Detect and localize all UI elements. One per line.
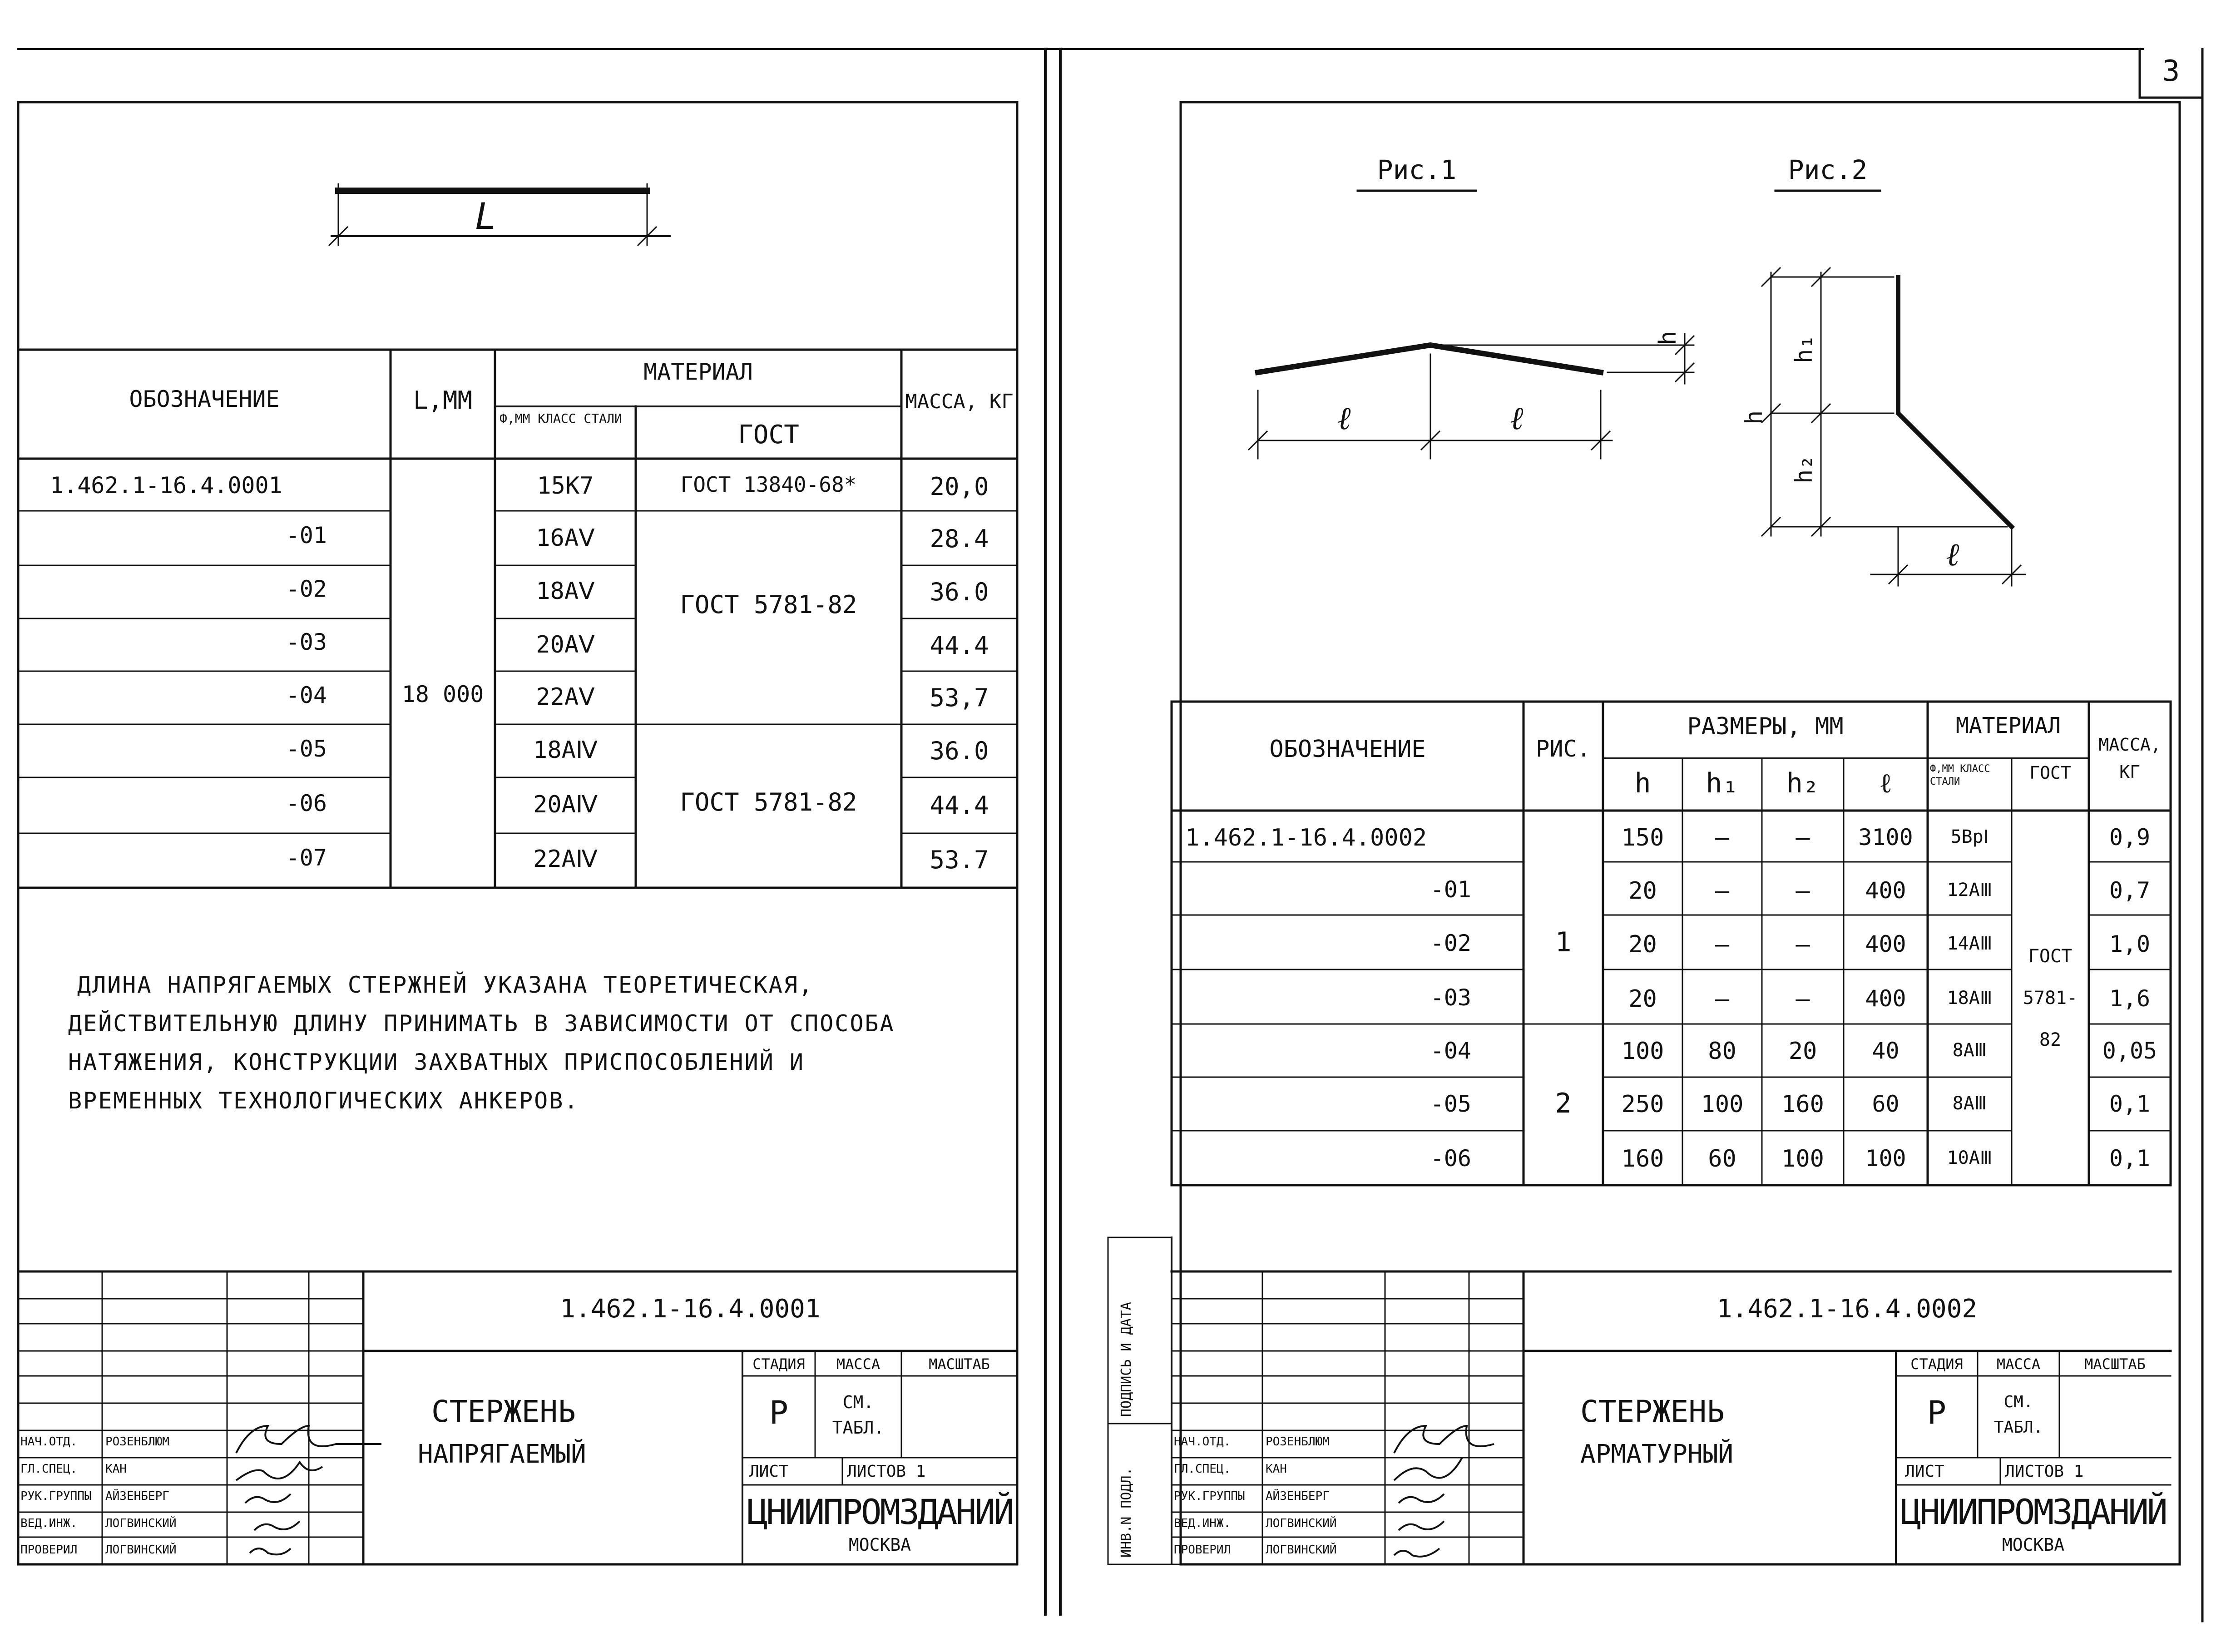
row-h1: –	[1715, 931, 1730, 958]
row-h2: –	[1796, 824, 1810, 851]
row-designation: -05	[286, 736, 327, 762]
row-steel: 16АⅤ	[536, 524, 595, 552]
row-designation: -06	[286, 790, 327, 816]
fig1-h-label: h	[1654, 331, 1682, 345]
header-diameter-class: Ф,ММ КЛАСС СТАЛИ	[500, 411, 622, 426]
row-h1: 100	[1701, 1091, 1744, 1118]
stamp-person-role: ВЕД.ИНЖ.	[20, 1517, 78, 1530]
row-h1: 60	[1708, 1145, 1736, 1172]
row-h1: –	[1715, 877, 1730, 905]
side-label-inventory-number: ИНВ.N ПОДЛ.	[1118, 1467, 1134, 1558]
row-mass: 0,9	[2109, 824, 2151, 851]
stamp-person-role: РУК.ГРУППЫ	[1174, 1489, 1245, 1503]
stamp-scale-label: МАСШТАБ	[929, 1355, 990, 1373]
stamp-person-name: РОЗЕНБЛЮМ	[1266, 1435, 1330, 1449]
header-length: L,ММ	[413, 386, 473, 415]
header-mass: МАССА, КГ	[905, 390, 1014, 413]
row-mass: 28.4	[930, 524, 989, 553]
row-h1: –	[1715, 824, 1730, 851]
row-steel: 18АⅢ	[1947, 988, 1993, 1009]
stamp-person-name: АЙЗЕНБЕРГ	[105, 1489, 169, 1503]
stamp-person-role: ГЛ.СПЕЦ.	[20, 1462, 78, 1476]
note-line: ВРЕМЕННЫХ ТЕХНОЛОГИЧЕСКИХ АНКЕРОВ.	[68, 1088, 579, 1114]
stamp-city: МОСКВА	[848, 1535, 911, 1555]
header-diameter-class: Ф,ММ КЛАСС СТАЛИ	[1930, 763, 1990, 787]
stamp-person-name: АЙЗЕНБЕРГ	[1266, 1489, 1330, 1503]
row-h: 250	[1621, 1091, 1664, 1118]
header-h2: h₂	[1786, 767, 1820, 799]
header-designation: ОБОЗНАЧЕНИЕ	[129, 386, 280, 412]
fig1-l-left: ℓ	[1337, 400, 1351, 437]
gost-value: ГОСТ 5781-82	[2023, 946, 2078, 1050]
stamp-title-line2: НАПРЯГАЕМЫЙ	[418, 1439, 586, 1469]
row-mass: 53,7	[930, 683, 989, 712]
row-designation: -02	[286, 576, 327, 602]
fig2-dim-labels	[1654, 331, 1818, 484]
stamp-org: ЦНИИПРОМЗДАНИЙ	[1900, 1492, 2166, 1532]
stamp-title-line2: АРМАТУРНЫЙ	[1580, 1439, 1734, 1469]
stamp-city: МОСКВА	[2002, 1535, 2065, 1555]
sheet-number: 3	[2162, 54, 2180, 88]
stamp-title-line1: СТЕРЖЕНЬ	[1580, 1394, 1725, 1429]
header-designation: ОБОЗНАЧЕНИЕ	[1269, 736, 1426, 763]
row-mass: 44.4	[930, 631, 989, 660]
row-steel: 12АⅢ	[1947, 880, 1993, 900]
row-mass: 0,1	[2109, 1145, 2151, 1172]
stamp-sheets-label: ЛИСТОВ 1	[2005, 1462, 2084, 1481]
row-designation: -04	[286, 682, 327, 708]
row-h1: –	[1715, 985, 1730, 1013]
stamp-person-name: ЛОГВИНСКИЙ	[105, 1543, 177, 1557]
row-steel: 8АⅢ	[1952, 1040, 1987, 1061]
row-steel: 22АⅤ	[536, 683, 595, 711]
row-mass: 0,05	[2102, 1038, 2157, 1064]
figure-2-label: Рис.2	[1788, 154, 1868, 185]
row-designation: -01	[286, 522, 327, 549]
header-material: МАТЕРИАЛ	[1955, 713, 2061, 738]
note-line: ДЕЙСТВИТЕЛЬНУЮ ДЛИНУ ПРИНИМАТЬ В ЗАВИСИМОСТИ ОТ СПОСОБА	[68, 1010, 895, 1037]
row-l: 60	[1872, 1091, 1899, 1117]
row-designation: -07	[286, 845, 327, 871]
row-mass: 1,0	[2109, 931, 2151, 957]
length-dimension-label: L	[475, 195, 497, 237]
header-sizes: РАЗМЕРЫ, ММ	[1687, 713, 1844, 740]
stamp-stage-label: СТАДИЯ	[752, 1355, 805, 1373]
fig2-h2-label: h₂	[1791, 455, 1818, 484]
stamp-sheets-label: ЛИСТОВ 1	[847, 1462, 926, 1481]
stamp-person-name: ЛОГВИНСКИЙ	[1266, 1543, 1337, 1557]
row-steel: 15К7	[537, 472, 594, 500]
row-steel: 18АⅤ	[536, 578, 595, 605]
row-h1: 80	[1708, 1038, 1736, 1065]
stamp-person-role: ПРОВЕРИЛ	[20, 1543, 78, 1557]
row-l: 400	[1865, 877, 1906, 904]
stamp-person-name: ЛОГВИНСКИЙ	[1266, 1517, 1337, 1530]
note-line: НАТЯЖЕНИЯ, КОНСТРУКЦИИ ЗАХВАТНЫХ ПРИСПОСОБЛЕНИЙ И	[68, 1049, 805, 1075]
note-line: ДЛИНА НАПРЯГАЕМЫХ СТЕРЖНЕЙ УКАЗАНА ТЕОРЕТИЧЕСКАЯ,	[77, 972, 814, 998]
side-label-signature-date: ПОДПИСЬ И ДАТА	[1118, 1302, 1134, 1417]
fig-group: 2	[1555, 1088, 1572, 1119]
gost-group: ГОСТ 5781-82	[680, 788, 857, 816]
stamp-stage-value: Р	[1927, 1394, 1947, 1431]
row-mass: 44.4	[930, 791, 989, 820]
stamp-person-role: НАЧ.ОТД.	[1174, 1435, 1231, 1449]
row-h2: –	[1796, 877, 1810, 905]
row-steel: 20АⅣ	[533, 791, 598, 818]
stamp-stage-label: СТАДИЯ	[1910, 1355, 1963, 1373]
stamp-person-name: ЛОГВИНСКИЙ	[105, 1517, 177, 1530]
row-l: 40	[1872, 1038, 1899, 1064]
row-mass: 0,1	[2109, 1091, 2151, 1117]
header-h1: h₁	[1706, 767, 1739, 799]
stamp-person-role: РУК.ГРУППЫ	[20, 1489, 92, 1503]
row-mass: 0,7	[2109, 877, 2151, 904]
row-designation: -03	[1430, 984, 1471, 1011]
header-gost: ГОСТ	[738, 420, 799, 450]
stamp-mass-value: СМ. ТАБЛ.	[832, 1392, 885, 1438]
row-h: 20	[1628, 931, 1657, 958]
row-designation: -04	[1430, 1038, 1471, 1064]
stamp-person-name: КАН	[1266, 1462, 1287, 1476]
stamp-stage-value: Р	[769, 1394, 789, 1431]
row-mass: 1,6	[2109, 985, 2151, 1012]
stamp-person-role: ГЛ.СПЕЦ.	[1174, 1462, 1231, 1476]
stamp-person-role: ПРОВЕРИЛ	[1174, 1543, 1231, 1557]
row-steel: 5ВрⅠ	[1950, 826, 1989, 847]
row-h2: –	[1796, 985, 1810, 1013]
stamp-person-name: РОЗЕНБЛЮМ	[105, 1435, 169, 1449]
row-steel: 10АⅢ	[1947, 1147, 1993, 1168]
row-designation: -03	[286, 629, 327, 655]
row-mass: 53.7	[930, 846, 989, 874]
gost-group: ГОСТ 13840-68*	[680, 472, 857, 497]
row-steel: 22АⅣ	[533, 846, 598, 873]
header-fig: РИС.	[1536, 736, 1591, 762]
row-h: 150	[1621, 824, 1664, 851]
stamp-code: 1.462.1-16.4.0001	[560, 1294, 821, 1324]
row-h2: –	[1796, 931, 1810, 958]
stamp-mass-label: МАССА	[836, 1355, 880, 1373]
stamp-mass-value: СМ. ТАБЛ.	[1993, 1393, 2043, 1437]
row-designation: -02	[1430, 930, 1471, 956]
row-h2: 20	[1788, 1038, 1817, 1065]
row-mass: 36.0	[930, 737, 989, 765]
row-h: 100	[1621, 1038, 1664, 1065]
header-l: ℓ	[1879, 767, 1892, 799]
fig2-l: ℓ	[1946, 536, 1959, 573]
stamp-person-role: НАЧ.ОТД.	[20, 1435, 78, 1449]
row-designation: -06	[1430, 1145, 1471, 1172]
row-steel: 20АⅤ	[536, 631, 595, 658]
row-designation: -01	[1430, 876, 1471, 903]
fig-group: 1	[1555, 926, 1572, 958]
header-material: МАТЕРИАЛ	[643, 359, 753, 385]
row-designation: 1.462.1-16.4.0002	[1185, 824, 1427, 851]
row-mass: 20,0	[930, 472, 989, 501]
stamp-mass-label: МАССА	[1996, 1355, 2041, 1373]
gost-group: ГОСТ 5781-82	[680, 590, 857, 619]
row-l: 400	[1865, 985, 1906, 1012]
row-steel: 14АⅢ	[1947, 933, 1993, 954]
row-h: 20	[1628, 985, 1657, 1013]
row-l: 3100	[1858, 824, 1913, 851]
stamp-title-line1: СТЕРЖЕНЬ	[431, 1394, 576, 1429]
row-steel: 8АⅢ	[1952, 1093, 1987, 1114]
stamp-org: ЦНИИПРОМЗДАНИЙ	[747, 1492, 1013, 1532]
row-h: 160	[1621, 1145, 1664, 1172]
row-l: 400	[1865, 931, 1906, 957]
stamp-sheet-label: ЛИСТ	[749, 1462, 789, 1481]
row-h2: 160	[1781, 1091, 1824, 1118]
header-mass: МАССА, КГ	[2098, 735, 2161, 782]
header-gost: ГОСТ	[2029, 763, 2071, 783]
row-designation: 1.462.1-16.4.0001	[50, 472, 282, 499]
fig1-l-right: ℓ	[1510, 400, 1524, 437]
row-l: 100	[1865, 1145, 1906, 1172]
side-labels	[1118, 1302, 1134, 1558]
row-mass: 36.0	[930, 578, 989, 606]
row-steel: 18АⅣ	[533, 737, 598, 764]
header-h: h	[1634, 767, 1651, 799]
stamp-code: 1.462.1-16.4.0002	[1716, 1294, 1978, 1324]
stamp-scale-label: МАСШТАБ	[2084, 1355, 2146, 1373]
length-value: 18 000	[401, 681, 484, 707]
row-h: 20	[1628, 877, 1657, 905]
fig2-h-label: h	[1741, 410, 1768, 425]
row-h2: 100	[1781, 1145, 1824, 1172]
stamp-person-name: КАН	[105, 1462, 127, 1476]
stamp-person-role: ВЕД.ИНЖ.	[1174, 1517, 1231, 1530]
row-designation: -05	[1430, 1091, 1471, 1117]
stamp-sheet-label: ЛИСТ	[1905, 1462, 1944, 1481]
fig2-h1-label: h₁	[1791, 335, 1818, 363]
figure-1-label: Рис.1	[1377, 154, 1457, 185]
